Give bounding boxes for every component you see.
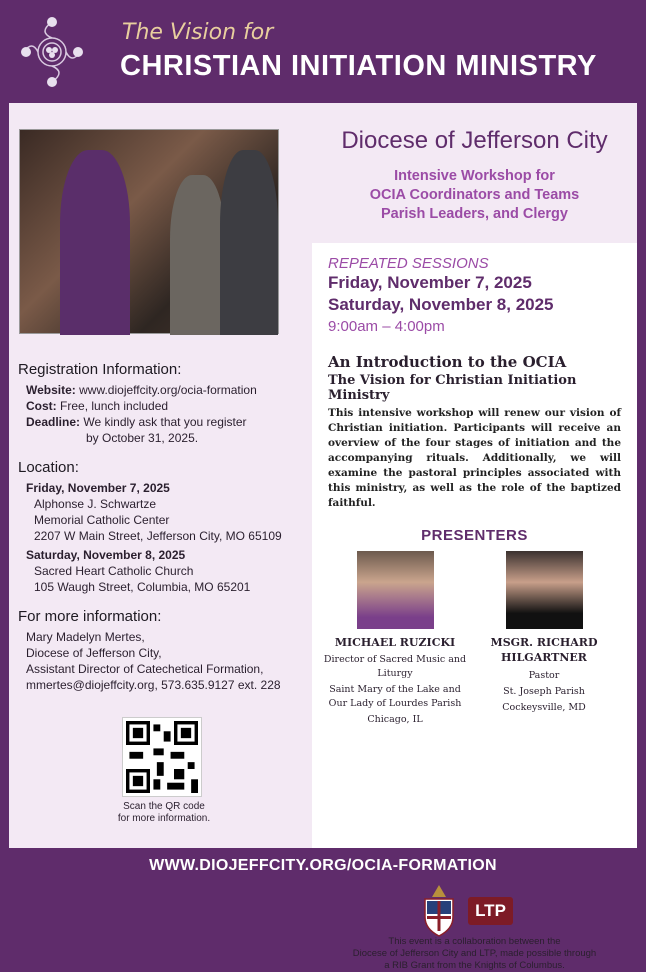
footer-url[interactable]: WWW.DIOJEFFCITY.ORG/OCIA-FORMATION (149, 857, 497, 874)
presenter-name: MSGR. RICHARD HILGARTNER (490, 636, 598, 664)
presenter-city: Cockeysville, MD (502, 702, 586, 713)
qr-caption-line: for more information. (117, 813, 211, 824)
website-label: Website: (26, 383, 76, 397)
diocese-title: Diocese of Jefferson City (341, 127, 608, 154)
diocese-crest-icon (422, 883, 456, 937)
event-date: Saturday, November 8, 2025 (328, 295, 554, 314)
header (0, 0, 646, 103)
presenter-city: Chicago, IL (367, 714, 423, 725)
collab-line: Diocese of Jefferson City and LTP, made possible through (352, 948, 597, 959)
deadline-date: by October 31, 2025. (86, 431, 199, 445)
collab-line: This event is a collaboration between the (388, 936, 561, 947)
registration-heading: Registration Information: (18, 361, 182, 378)
presenter-title: Director of Sacred Music and Liturgy (323, 654, 467, 679)
header-kicker: The Vision for (122, 20, 274, 45)
contact-line: Assistant Director of Catechetical Formation, (26, 662, 264, 676)
venue-line: Sacred Heart Catholic Church (34, 564, 194, 578)
workshop-subtitle: OCIA Coordinators and Teams (369, 187, 580, 203)
deadline-label: Deadline: (26, 415, 81, 429)
venue-line: 105 Waugh Street, Columbia, MO 65201 (34, 580, 251, 594)
event-time: 9:00am – 4:00pm (328, 318, 445, 335)
collaboration-note (312, 936, 637, 972)
venue-line: Alphonse J. Schwartze (34, 497, 157, 511)
presenter-parish: Saint Mary of the Lake and Our Lady of Lourdes Parish (328, 684, 462, 709)
event-header (312, 103, 637, 243)
presenter-card (469, 551, 619, 715)
workshop-subtitle: Parish Leaders, and Clergy (381, 206, 568, 222)
session-date: Saturday, November 8, 2025 (26, 548, 186, 562)
qr-caption (69, 801, 259, 825)
qr-code-icon[interactable] (123, 718, 201, 796)
partner-logos (422, 883, 542, 939)
location-heading: Location: (18, 459, 79, 476)
content-panel (9, 103, 637, 971)
intro-title: An Introduction to the OCIA (328, 353, 567, 371)
website-link[interactable]: www.diojeffcity.org/ocia-formation (79, 383, 257, 397)
cost-label: Cost: (26, 399, 57, 413)
presenter-photo (357, 551, 434, 629)
venue-line: Memorial Catholic Center (34, 513, 170, 527)
ltp-logo: LTP (468, 897, 513, 925)
header-title: CHRISTIAN INITIATION MINISTRY (120, 50, 597, 82)
presenter-title: Pastor (528, 670, 560, 681)
contact-line: mmertes@diojeffcity.org, 573.635.9127 ext. 228 (26, 678, 281, 692)
presenter-name: MICHAEL RUZICKI (334, 636, 456, 649)
repeated-sessions-label: REPEATED SESSIONS (328, 255, 489, 272)
event-date: Friday, November 7, 2025 (328, 273, 532, 292)
venue-line: 2207 W Main Street, Jefferson City, MO 65109 (34, 529, 282, 543)
intro-subtitle: The Vision for Christian Initiation Ministry (328, 373, 577, 403)
intro-body: This intensive workshop will renew our vision of Christian initiation. Participants will receive an overview of the four stages of initiation and the accompanying rituals. Additionally, we will examine the pastoral principles associated with this ministry, as well as the role of the baptized faithful. (328, 407, 621, 509)
presenter-card (320, 551, 470, 727)
presenters-heading: PRESENTERS (421, 527, 528, 544)
collab-line: a RIB Grant from the Knights of Columbus. (384, 960, 565, 971)
ceremony-photo (19, 129, 279, 334)
workshop-subtitle: Intensive Workshop for (394, 168, 555, 184)
more-info-heading: For more information: (18, 608, 162, 625)
presenter-photo (506, 551, 583, 629)
cost-value: Free, lunch included (60, 399, 169, 413)
contact-line: Mary Madelyn Mertes, (26, 630, 145, 644)
qr-caption-line: Scan the QR code (123, 801, 205, 812)
left-column (18, 358, 318, 693)
presenter-parish: St. Joseph Parish (503, 686, 585, 697)
contact-line: Diocese of Jefferson City, (26, 646, 162, 660)
session-date: Friday, November 7, 2025 (26, 481, 170, 495)
deadline-value: We kindly ask that you register (83, 415, 247, 429)
ministry-logo-icon (18, 12, 86, 92)
